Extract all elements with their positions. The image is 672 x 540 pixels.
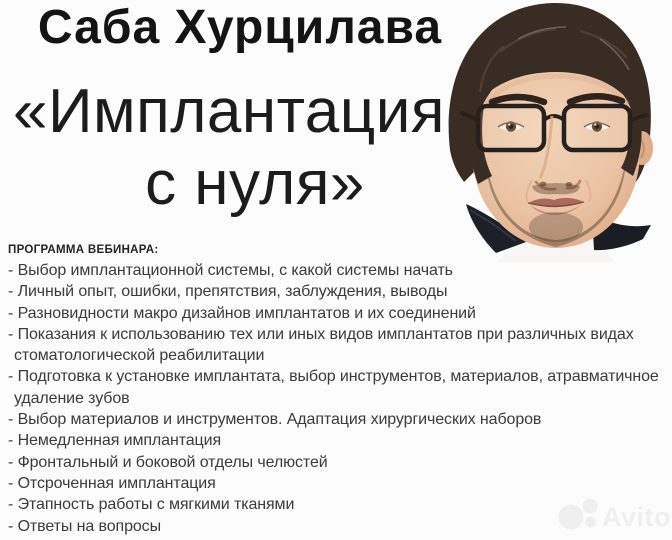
- program-item-line: - Этапность работы с мягкими тканями: [8, 496, 295, 514]
- course-title-line2: с нуля»: [145, 149, 365, 218]
- program-item-line: - Личный опыт, ошибки, препятствия, заблуждения, выводы: [8, 283, 448, 301]
- speaker-name: Саба Хурцилава: [37, 1, 443, 54]
- program-item-line: - Выбор материалов и инструментов. Адаптация хирургических наборов: [8, 411, 542, 429]
- program-item-line: - Ответы на вопросы: [8, 517, 161, 535]
- speaker-photo-illustration: [440, 0, 672, 262]
- program-heading: ПРОГРАММА ВЕБИНАРА:: [8, 244, 159, 256]
- avito-logo-icon: [550, 492, 670, 538]
- avito-watermark-label: Avito: [602, 502, 670, 532]
- avito-watermark: [550, 492, 670, 538]
- program-item-line: - Подготовка к установке имплантата, выбор инструментов, материалов, атравматичное: [8, 368, 659, 386]
- program-item-line: - Немедленная имплантация: [8, 432, 222, 450]
- course-title-line1: «Имплантация: [12, 77, 446, 146]
- program-item-line: - Разновидности макро дизайнов имплантатов и их соединений: [8, 304, 476, 322]
- program-item-line: стоматологической реабилитации: [14, 347, 265, 365]
- speaker-photo: [440, 0, 672, 262]
- program-item-line: - Фронтальный и боковой отделы челюстей: [8, 453, 328, 471]
- course-title: [0, 76, 458, 220]
- program-item-line: - Выбор имплантационной системы, с какой системы начать: [8, 262, 453, 279]
- program-item-line: - Отсроченная имплантация: [8, 474, 216, 492]
- program-item-line: - Показания к использованию тех или иных видов имплантатов при различных видах: [8, 325, 634, 343]
- program-item-line: удаление зубов: [14, 389, 130, 407]
